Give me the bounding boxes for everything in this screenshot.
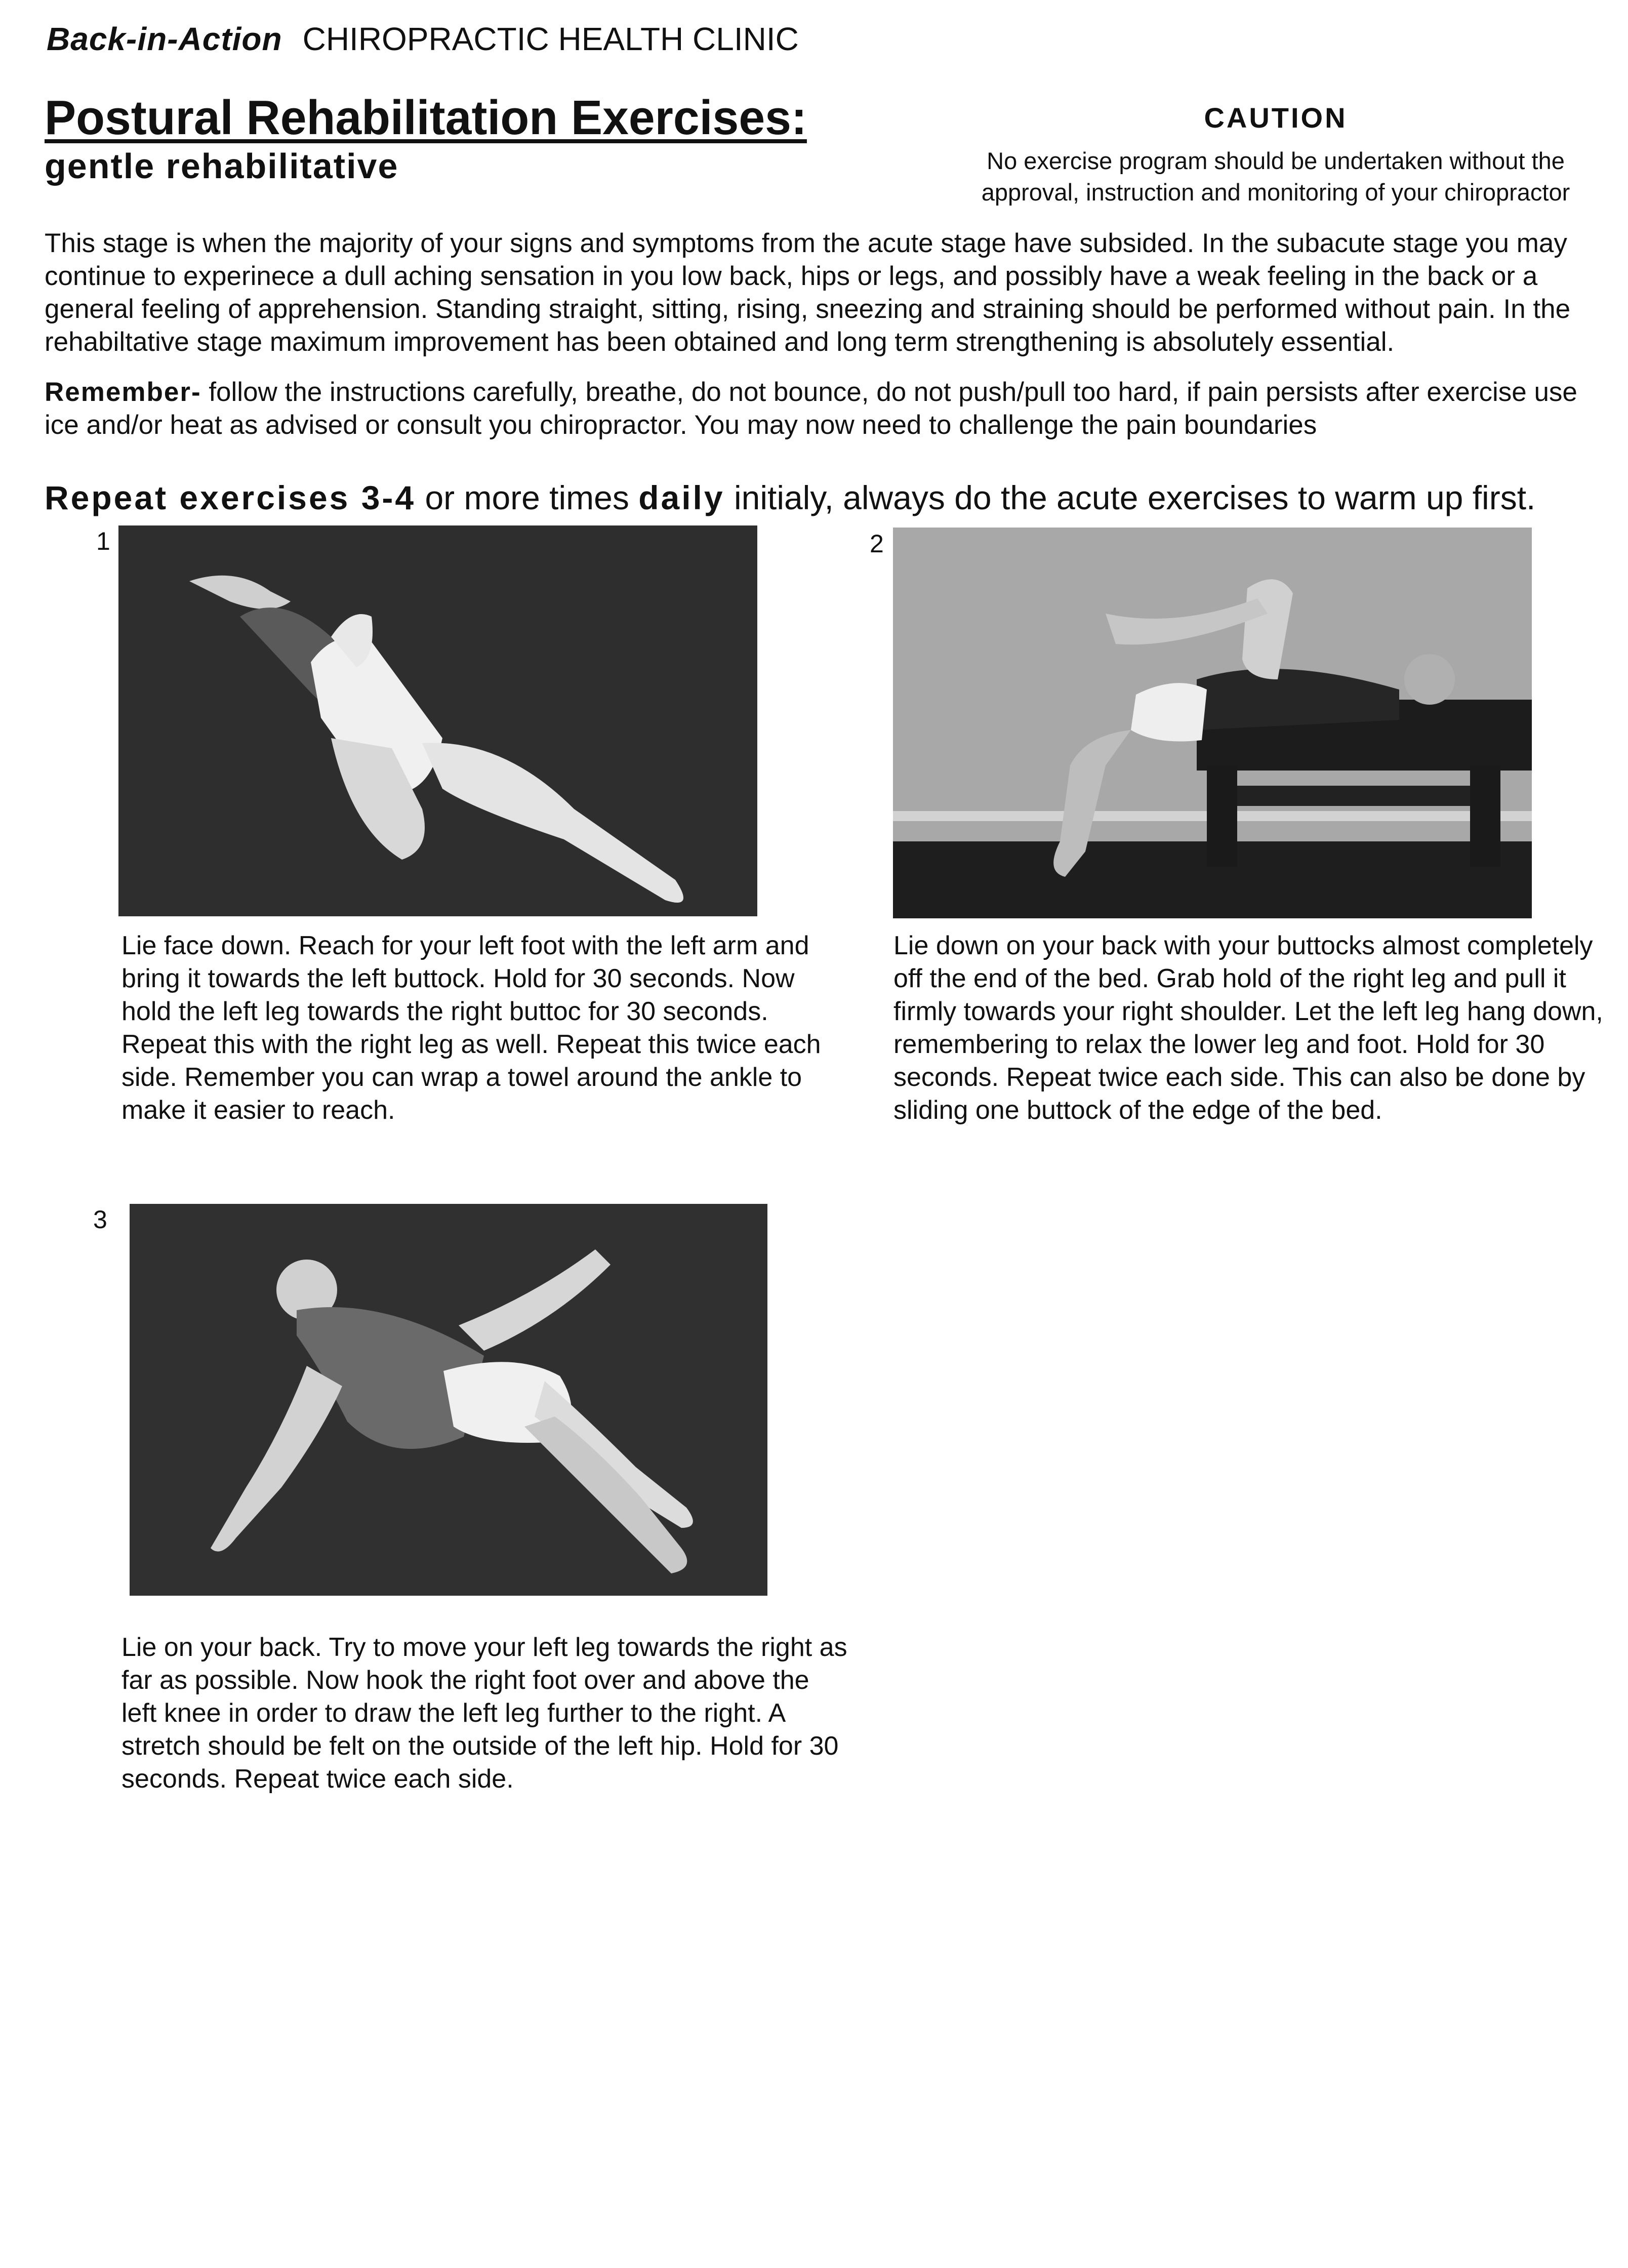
exercise-caption: Lie down on your back with your buttocks almost completely off the end of the bed. Grab hold of the right leg and pull it firmly towards your right shoulder. Let the left leg hang down, remembering to relax the lower leg and foot. Hold for 30 seconds. Repeat twice each side. This can also be done by sliding one buttock of the edge of the bed. xyxy=(893,931,1603,1125)
caution-line-2: approval, instruction and monitoring of your chiropractor xyxy=(981,179,1570,206)
exercise-number: 2 xyxy=(870,530,884,558)
clinic-name: CHIROPRACTIC HEALTH CLINIC xyxy=(302,21,799,57)
repeat-daily: daily xyxy=(638,479,725,516)
clinic-header xyxy=(47,20,799,58)
page-subtitle: gentle rehabilitative xyxy=(45,146,399,186)
repeat-emphasis: Repeat exercises 3-4 xyxy=(45,479,416,516)
repeat-instruction xyxy=(45,478,1614,517)
repeat-text-2: initialy, always do the acute exercises to warm up first. xyxy=(724,479,1536,516)
caution-notice xyxy=(947,101,1605,208)
intro-paragraph: This stage is when the majority of your signs and symptoms from the acute stage have subsided. In the subacute stage you may continue to experinece a dull aching sensation in you low back, hips or legs, and possibly have a weak feeling in the back or a general feeling of apprehension. Standing straight, sitting, rising, sneezing and straining should be performed without pain. In the rehabiltative stage maximum improvement has been obtained and long term strengthening is absolutely essential. xyxy=(45,228,1571,357)
bed-edge-hip-flexor-stretch-photo-icon xyxy=(893,528,1532,918)
remember-paragraph xyxy=(45,376,1604,441)
exercise-number: 3 xyxy=(93,1205,107,1234)
prone-quad-stretch-photo-icon xyxy=(118,525,757,916)
remember-keyword: Remember- xyxy=(45,377,201,407)
supine-hip-rotation-stretch-photo-icon xyxy=(130,1204,767,1596)
brand-name: Back-in-Action xyxy=(47,21,282,57)
page-title: Postural Rehabilitation Exercises: xyxy=(45,91,807,145)
exercise-caption: Lie on your back. Try to move your left leg towards the right as far as possible. Now hook the right foot over and above the left knee in order to draw the left leg further to the right. A stretch should be felt on the outside of the left hip. Hold for 30 seconds. Repeat twice each side. xyxy=(121,1633,847,1794)
exercise-number: 1 xyxy=(96,527,110,555)
repeat-text-1: or more times xyxy=(416,479,639,516)
exercise-caption: Lie face down. Reach for your left foot with the left arm and bring it towards the left buttock. Hold for 30 seconds. Now hold the left leg towards the right buttoc for 30 seconds. Repeat this with the right leg as well. Repeat this twice each side. Remember you can wrap a towel around the ankle to make it easier to reach. xyxy=(121,931,821,1125)
remember-text: follow the instructions carefully, breathe, do not bounce, do not push/pull too hard, if pain persists after exercise use ice and/or heat as advised or consult you chiropractor. You may now need to challenge the pain boundaries xyxy=(45,377,1577,440)
caution-line-1: No exercise program should be undertaken without the xyxy=(987,147,1565,174)
caution-heading: CAUTION xyxy=(1204,102,1348,134)
